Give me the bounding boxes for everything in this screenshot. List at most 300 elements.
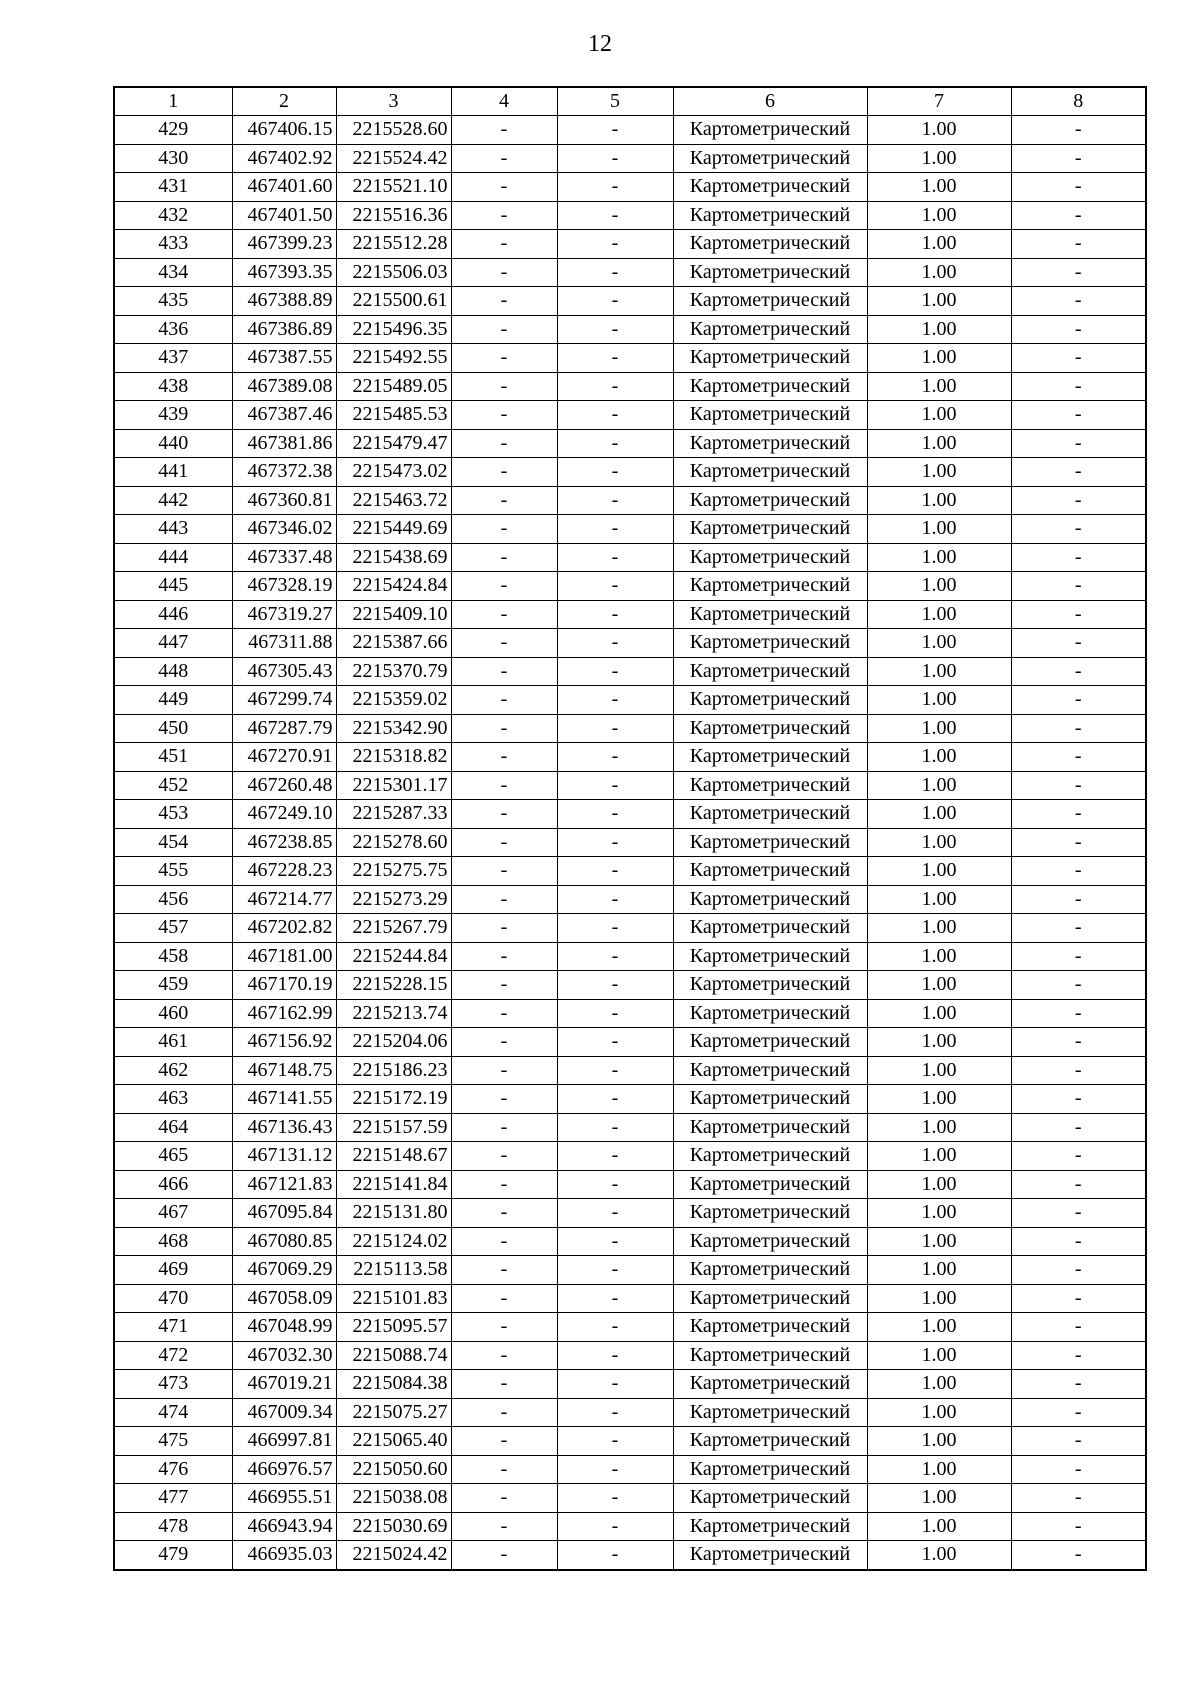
y-coordinate-cell: 2215228.15 <box>336 971 451 1000</box>
x-coordinate-cell: 467393.35 <box>232 258 336 287</box>
y-coordinate-cell: 2215370.79 <box>336 657 451 686</box>
x-coordinate-cell: 467136.43 <box>232 1113 336 1142</box>
y-coordinate-cell: 2215516.36 <box>336 201 451 230</box>
method-cell: Картометрический <box>673 1427 867 1456</box>
table-row <box>114 144 1146 173</box>
accuracy-cell: 1.00 <box>867 258 1011 287</box>
col-4-value-cell: - <box>451 315 557 344</box>
y-coordinate-cell: 2215038.08 <box>336 1484 451 1513</box>
y-coordinate-cell: 2215528.60 <box>336 116 451 145</box>
accuracy-cell: 1.00 <box>867 686 1011 715</box>
x-coordinate-cell: 467337.48 <box>232 543 336 572</box>
method-cell: Картометрический <box>673 885 867 914</box>
method-cell: Картометрический <box>673 258 867 287</box>
x-coordinate-cell: 467095.84 <box>232 1199 336 1228</box>
y-coordinate-cell: 2215075.27 <box>336 1398 451 1427</box>
table-row <box>114 1512 1146 1541</box>
y-coordinate-cell: 2215500.61 <box>336 287 451 316</box>
col-4-value-cell: - <box>451 1142 557 1171</box>
col-8-value-cell: - <box>1011 1056 1146 1085</box>
accuracy-cell: 1.00 <box>867 600 1011 629</box>
x-coordinate-cell: 467202.82 <box>232 914 336 943</box>
col-8-value-cell: - <box>1011 116 1146 145</box>
method-cell: Картометрический <box>673 600 867 629</box>
method-cell: Картометрический <box>673 1170 867 1199</box>
col-4-value-cell: - <box>451 686 557 715</box>
y-coordinate-cell: 2215463.72 <box>336 486 451 515</box>
col-5-value-cell: - <box>557 1512 673 1541</box>
method-cell: Картометрический <box>673 743 867 772</box>
col-4-value-cell: - <box>451 372 557 401</box>
y-coordinate-cell: 2215492.55 <box>336 344 451 373</box>
col-5-value-cell: - <box>557 1484 673 1513</box>
point-number-cell: 444 <box>114 543 232 572</box>
table-row <box>114 1541 1146 1570</box>
accuracy-cell: 1.00 <box>867 629 1011 658</box>
col-5-value-cell: - <box>557 1056 673 1085</box>
table-row <box>114 999 1146 1028</box>
x-coordinate-cell: 467360.81 <box>232 486 336 515</box>
col-4-value-cell: - <box>451 857 557 886</box>
col-8-value-cell: - <box>1011 315 1146 344</box>
point-number-cell: 452 <box>114 771 232 800</box>
x-coordinate-cell: 467009.34 <box>232 1398 336 1427</box>
col-4-value-cell: - <box>451 743 557 772</box>
coordinates-table <box>113 86 1147 1571</box>
col-4-value-cell: - <box>451 1028 557 1057</box>
y-coordinate-cell: 2215244.84 <box>336 942 451 971</box>
table-row <box>114 1256 1146 1285</box>
y-coordinate-cell: 2215088.74 <box>336 1341 451 1370</box>
header-cell: 4 <box>451 87 557 116</box>
point-number-cell: 442 <box>114 486 232 515</box>
col-8-value-cell: - <box>1011 686 1146 715</box>
point-number-cell: 441 <box>114 458 232 487</box>
method-cell: Картометрический <box>673 1227 867 1256</box>
x-coordinate-cell: 467319.27 <box>232 600 336 629</box>
header-cell: 2 <box>232 87 336 116</box>
table-row <box>114 1085 1146 1114</box>
y-coordinate-cell: 2215424.84 <box>336 572 451 601</box>
method-cell: Картометрический <box>673 1199 867 1228</box>
method-cell: Картометрический <box>673 1142 867 1171</box>
method-cell: Картометрический <box>673 1455 867 1484</box>
x-coordinate-cell: 467069.29 <box>232 1256 336 1285</box>
x-coordinate-cell: 467214.77 <box>232 885 336 914</box>
x-coordinate-cell: 467287.79 <box>232 714 336 743</box>
table-row <box>114 458 1146 487</box>
point-number-cell: 476 <box>114 1455 232 1484</box>
method-cell: Картометрический <box>673 1256 867 1285</box>
col-5-value-cell: - <box>557 1256 673 1285</box>
col-4-value-cell: - <box>451 344 557 373</box>
method-cell: Картометрический <box>673 372 867 401</box>
x-coordinate-cell: 466935.03 <box>232 1541 336 1570</box>
accuracy-cell: 1.00 <box>867 1398 1011 1427</box>
col-5-value-cell: - <box>557 372 673 401</box>
table-row <box>114 1284 1146 1313</box>
x-coordinate-cell: 467388.89 <box>232 287 336 316</box>
col-8-value-cell: - <box>1011 543 1146 572</box>
method-cell: Картометрический <box>673 116 867 145</box>
col-5-value-cell: - <box>557 999 673 1028</box>
col-4-value-cell: - <box>451 1313 557 1342</box>
col-4-value-cell: - <box>451 429 557 458</box>
table-row <box>114 1199 1146 1228</box>
table-row <box>114 942 1146 971</box>
table-row <box>114 1455 1146 1484</box>
col-8-value-cell: - <box>1011 458 1146 487</box>
col-5-value-cell: - <box>557 344 673 373</box>
table-row <box>114 771 1146 800</box>
table-row <box>114 1056 1146 1085</box>
col-5-value-cell: - <box>557 1541 673 1570</box>
accuracy-cell: 1.00 <box>867 458 1011 487</box>
accuracy-cell: 1.00 <box>867 942 1011 971</box>
method-cell: Картометрический <box>673 144 867 173</box>
col-8-value-cell: - <box>1011 1455 1146 1484</box>
accuracy-cell: 1.00 <box>867 486 1011 515</box>
table-row <box>114 116 1146 145</box>
x-coordinate-cell: 467387.55 <box>232 344 336 373</box>
col-8-value-cell: - <box>1011 1028 1146 1057</box>
col-5-value-cell: - <box>557 315 673 344</box>
col-5-value-cell: - <box>557 230 673 259</box>
method-cell: Картометрический <box>673 999 867 1028</box>
col-5-value-cell: - <box>557 173 673 202</box>
col-5-value-cell: - <box>557 971 673 1000</box>
col-5-value-cell: - <box>557 1199 673 1228</box>
point-number-cell: 462 <box>114 1056 232 1085</box>
col-4-value-cell: - <box>451 714 557 743</box>
method-cell: Картометрический <box>673 1284 867 1313</box>
x-coordinate-cell: 467406.15 <box>232 116 336 145</box>
col-4-value-cell: - <box>451 116 557 145</box>
method-cell: Картометрический <box>673 629 867 658</box>
y-coordinate-cell: 2215438.69 <box>336 543 451 572</box>
accuracy-cell: 1.00 <box>867 1056 1011 1085</box>
point-number-cell: 467 <box>114 1199 232 1228</box>
y-coordinate-cell: 2215342.90 <box>336 714 451 743</box>
col-8-value-cell: - <box>1011 1512 1146 1541</box>
y-coordinate-cell: 2215524.42 <box>336 144 451 173</box>
accuracy-cell: 1.00 <box>867 971 1011 1000</box>
accuracy-cell: 1.00 <box>867 1227 1011 1256</box>
y-coordinate-cell: 2215359.02 <box>336 686 451 715</box>
table-row <box>114 1227 1146 1256</box>
x-coordinate-cell: 467260.48 <box>232 771 336 800</box>
col-8-value-cell: - <box>1011 1113 1146 1142</box>
col-5-value-cell: - <box>557 743 673 772</box>
accuracy-cell: 1.00 <box>867 1170 1011 1199</box>
col-4-value-cell: - <box>451 258 557 287</box>
y-coordinate-cell: 2215186.23 <box>336 1056 451 1085</box>
point-number-cell: 445 <box>114 572 232 601</box>
y-coordinate-cell: 2215131.80 <box>336 1199 451 1228</box>
col-5-value-cell: - <box>557 1113 673 1142</box>
col-5-value-cell: - <box>557 629 673 658</box>
point-number-cell: 436 <box>114 315 232 344</box>
col-5-value-cell: - <box>557 258 673 287</box>
method-cell: Картометрический <box>673 657 867 686</box>
method-cell: Картометрический <box>673 857 867 886</box>
accuracy-cell: 1.00 <box>867 1484 1011 1513</box>
accuracy-cell: 1.00 <box>867 885 1011 914</box>
table-row <box>114 572 1146 601</box>
x-coordinate-cell: 467080.85 <box>232 1227 336 1256</box>
table-row <box>114 1028 1146 1057</box>
table-row <box>114 1113 1146 1142</box>
method-cell: Картометрический <box>673 429 867 458</box>
point-number-cell: 469 <box>114 1256 232 1285</box>
point-number-cell: 479 <box>114 1541 232 1570</box>
x-coordinate-cell: 467386.89 <box>232 315 336 344</box>
col-5-value-cell: - <box>557 1427 673 1456</box>
col-8-value-cell: - <box>1011 800 1146 829</box>
accuracy-cell: 1.00 <box>867 1113 1011 1142</box>
accuracy-cell: 1.00 <box>867 344 1011 373</box>
col-4-value-cell: - <box>451 914 557 943</box>
col-5-value-cell: - <box>557 828 673 857</box>
point-number-cell: 448 <box>114 657 232 686</box>
x-coordinate-cell: 467402.92 <box>232 144 336 173</box>
method-cell: Картометрический <box>673 486 867 515</box>
col-5-value-cell: - <box>557 885 673 914</box>
col-5-value-cell: - <box>557 771 673 800</box>
point-number-cell: 458 <box>114 942 232 971</box>
col-8-value-cell: - <box>1011 1313 1146 1342</box>
method-cell: Картометрический <box>673 230 867 259</box>
y-coordinate-cell: 2215479.47 <box>336 429 451 458</box>
point-number-cell: 465 <box>114 1142 232 1171</box>
col-8-value-cell: - <box>1011 771 1146 800</box>
col-8-value-cell: - <box>1011 714 1146 743</box>
table-row <box>114 201 1146 230</box>
method-cell: Картометрический <box>673 1085 867 1114</box>
table-row <box>114 230 1146 259</box>
col-4-value-cell: - <box>451 771 557 800</box>
method-cell: Картометрический <box>673 173 867 202</box>
col-5-value-cell: - <box>557 686 673 715</box>
accuracy-cell: 1.00 <box>867 1199 1011 1228</box>
col-5-value-cell: - <box>557 800 673 829</box>
col-8-value-cell: - <box>1011 429 1146 458</box>
x-coordinate-cell: 467228.23 <box>232 857 336 886</box>
table-row <box>114 401 1146 430</box>
col-8-value-cell: - <box>1011 1256 1146 1285</box>
method-cell: Картометрический <box>673 1028 867 1057</box>
col-8-value-cell: - <box>1011 1370 1146 1399</box>
method-cell: Картометрический <box>673 515 867 544</box>
col-8-value-cell: - <box>1011 1227 1146 1256</box>
col-4-value-cell: - <box>451 800 557 829</box>
x-coordinate-cell: 466943.94 <box>232 1512 336 1541</box>
method-cell: Картометрический <box>673 201 867 230</box>
col-4-value-cell: - <box>451 629 557 658</box>
col-4-value-cell: - <box>451 543 557 572</box>
col-8-value-cell: - <box>1011 1427 1146 1456</box>
point-number-cell: 478 <box>114 1512 232 1541</box>
accuracy-cell: 1.00 <box>867 372 1011 401</box>
col-5-value-cell: - <box>557 429 673 458</box>
y-coordinate-cell: 2215485.53 <box>336 401 451 430</box>
accuracy-cell: 1.00 <box>867 572 1011 601</box>
col-4-value-cell: - <box>451 971 557 1000</box>
col-5-value-cell: - <box>557 458 673 487</box>
col-4-value-cell: - <box>451 1427 557 1456</box>
x-coordinate-cell: 467401.60 <box>232 173 336 202</box>
x-coordinate-cell: 467131.12 <box>232 1142 336 1171</box>
table-row <box>114 372 1146 401</box>
table-row <box>114 1313 1146 1342</box>
col-5-value-cell: - <box>557 1170 673 1199</box>
accuracy-cell: 1.00 <box>867 1256 1011 1285</box>
col-8-value-cell: - <box>1011 828 1146 857</box>
x-coordinate-cell: 466997.81 <box>232 1427 336 1456</box>
x-coordinate-cell: 466955.51 <box>232 1484 336 1513</box>
col-8-value-cell: - <box>1011 1199 1146 1228</box>
table-row <box>114 857 1146 886</box>
col-5-value-cell: - <box>557 857 673 886</box>
accuracy-cell: 1.00 <box>867 144 1011 173</box>
col-5-value-cell: - <box>557 116 673 145</box>
point-number-cell: 433 <box>114 230 232 259</box>
table-row <box>114 828 1146 857</box>
y-coordinate-cell: 2215084.38 <box>336 1370 451 1399</box>
table-row <box>114 714 1146 743</box>
y-coordinate-cell: 2215124.02 <box>336 1227 451 1256</box>
accuracy-cell: 1.00 <box>867 771 1011 800</box>
x-coordinate-cell: 467328.19 <box>232 572 336 601</box>
x-coordinate-cell: 467048.99 <box>232 1313 336 1342</box>
table-row <box>114 429 1146 458</box>
y-coordinate-cell: 2215157.59 <box>336 1113 451 1142</box>
header-cell: 8 <box>1011 87 1146 116</box>
table-row <box>114 885 1146 914</box>
x-coordinate-cell: 467305.43 <box>232 657 336 686</box>
col-8-value-cell: - <box>1011 572 1146 601</box>
y-coordinate-cell: 2215318.82 <box>336 743 451 772</box>
point-number-cell: 435 <box>114 287 232 316</box>
accuracy-cell: 1.00 <box>867 1455 1011 1484</box>
table-row <box>114 1142 1146 1171</box>
col-5-value-cell: - <box>557 600 673 629</box>
method-cell: Картометрический <box>673 1341 867 1370</box>
point-number-cell: 443 <box>114 515 232 544</box>
method-cell: Картометрический <box>673 344 867 373</box>
point-number-cell: 466 <box>114 1170 232 1199</box>
point-number-cell: 431 <box>114 173 232 202</box>
y-coordinate-cell: 2215496.35 <box>336 315 451 344</box>
x-coordinate-cell: 467311.88 <box>232 629 336 658</box>
col-5-value-cell: - <box>557 1227 673 1256</box>
y-coordinate-cell: 2215065.40 <box>336 1427 451 1456</box>
accuracy-cell: 1.00 <box>867 173 1011 202</box>
point-number-cell: 449 <box>114 686 232 715</box>
col-4-value-cell: - <box>451 287 557 316</box>
point-number-cell: 457 <box>114 914 232 943</box>
y-coordinate-cell: 2215473.02 <box>336 458 451 487</box>
accuracy-cell: 1.00 <box>867 743 1011 772</box>
col-4-value-cell: - <box>451 828 557 857</box>
col-4-value-cell: - <box>451 144 557 173</box>
col-5-value-cell: - <box>557 201 673 230</box>
col-8-value-cell: - <box>1011 287 1146 316</box>
page-number: 12 <box>588 31 612 57</box>
table-row <box>114 657 1146 686</box>
y-coordinate-cell: 2215050.60 <box>336 1455 451 1484</box>
point-number-cell: 461 <box>114 1028 232 1057</box>
y-coordinate-cell: 2215267.79 <box>336 914 451 943</box>
table-row <box>114 1484 1146 1513</box>
col-8-value-cell: - <box>1011 401 1146 430</box>
method-cell: Картометрический <box>673 942 867 971</box>
col-4-value-cell: - <box>451 458 557 487</box>
table-row <box>114 1170 1146 1199</box>
col-4-value-cell: - <box>451 1512 557 1541</box>
point-number-cell: 437 <box>114 344 232 373</box>
accuracy-cell: 1.00 <box>867 429 1011 458</box>
point-number-cell: 460 <box>114 999 232 1028</box>
x-coordinate-cell: 467181.00 <box>232 942 336 971</box>
col-4-value-cell: - <box>451 1370 557 1399</box>
table-row <box>114 486 1146 515</box>
y-coordinate-cell: 2215489.05 <box>336 372 451 401</box>
point-number-cell: 472 <box>114 1341 232 1370</box>
col-4-value-cell: - <box>451 1484 557 1513</box>
col-8-value-cell: - <box>1011 1341 1146 1370</box>
point-number-cell: 434 <box>114 258 232 287</box>
method-cell: Картометрический <box>673 401 867 430</box>
col-4-value-cell: - <box>451 1170 557 1199</box>
col-8-value-cell: - <box>1011 942 1146 971</box>
point-number-cell: 464 <box>114 1113 232 1142</box>
x-coordinate-cell: 467238.85 <box>232 828 336 857</box>
table-row <box>114 629 1146 658</box>
method-cell: Картометрический <box>673 287 867 316</box>
col-4-value-cell: - <box>451 1455 557 1484</box>
col-8-value-cell: - <box>1011 1398 1146 1427</box>
col-5-value-cell: - <box>557 714 673 743</box>
table-row <box>114 914 1146 943</box>
col-8-value-cell: - <box>1011 1284 1146 1313</box>
point-number-cell: 477 <box>114 1484 232 1513</box>
accuracy-cell: 1.00 <box>867 1512 1011 1541</box>
x-coordinate-cell: 466976.57 <box>232 1455 336 1484</box>
header-cell: 1 <box>114 87 232 116</box>
col-5-value-cell: - <box>557 942 673 971</box>
col-8-value-cell: - <box>1011 144 1146 173</box>
table-row <box>114 315 1146 344</box>
y-coordinate-cell: 2215301.17 <box>336 771 451 800</box>
accuracy-cell: 1.00 <box>867 401 1011 430</box>
col-8-value-cell: - <box>1011 1541 1146 1570</box>
point-number-cell: 463 <box>114 1085 232 1114</box>
y-coordinate-cell: 2215113.58 <box>336 1256 451 1285</box>
x-coordinate-cell: 467249.10 <box>232 800 336 829</box>
col-8-value-cell: - <box>1011 999 1146 1028</box>
col-8-value-cell: - <box>1011 914 1146 943</box>
y-coordinate-cell: 2215213.74 <box>336 999 451 1028</box>
point-number-cell: 440 <box>114 429 232 458</box>
table-body <box>114 116 1146 1570</box>
y-coordinate-cell: 2215030.69 <box>336 1512 451 1541</box>
table-row <box>114 344 1146 373</box>
col-5-value-cell: - <box>557 1284 673 1313</box>
table-row <box>114 543 1146 572</box>
col-8-value-cell: - <box>1011 600 1146 629</box>
col-4-value-cell: - <box>451 230 557 259</box>
